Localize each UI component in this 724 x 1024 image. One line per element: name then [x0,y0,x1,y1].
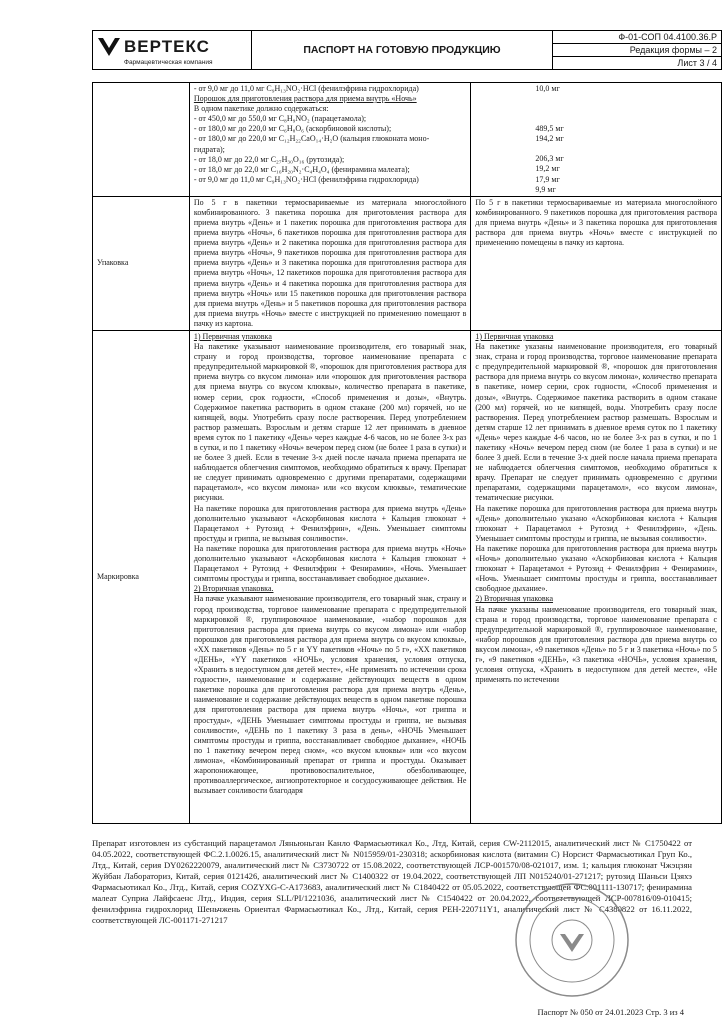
vertex-logo-icon [97,35,121,59]
marking-paragraph: На пакетике порошка для приготовления раствора для приема внутрь «Ночь» дополнительно указано «Аскорбиновая кислота + Кальция глюконат + Парацетамол + Рутозид + Фенилэфрин + Фенирамин», «Ночь. Уменьшает симптомы простуды и гриппа, восстанавливает свободное дыхание». [475,543,717,594]
composition-values [475,124,717,195]
doc-code: Ф-01-СОП 04.4100.36.Р [553,31,722,44]
marking-paragraph: На пакетике порошка для приготовления раствора для приема внутрь «Ночь» дополнительно указывают «Аскорбиновая кислота + Кальция глюконат + Парацетамол + Рутозид + Фенилэфрин + Фенирамин», «Ночь. Уменьшает симптомы простуды и гриппа, восстанавливает свободное дыхание». [193,543,467,584]
marking-paragraph: На пакетике порошка для приготовления раствора для приема внутрь «День» дополнительно указывают «Аскорбиновая кислота + Кальция глюконат + Парацетамол + Рутозид + Фенилэфрин», «День. Уменьшает симптомы простуды и гриппа, не вызывая сонливости». [193,503,467,543]
marking-subheading: 1) Первичная упаковка [193,331,272,341]
marking-row [93,330,722,823]
marking-right-text [471,330,722,823]
composition-line: - от 9,0 мг до 11,0 мг C₉H₁₃NO₂·HCl (фенилэфрина гидрохлорида) [193,84,419,93]
form-edition: Редакция формы – 2 [553,44,722,57]
composition-item-value: 194,2 мг [535,134,564,144]
composition-item-value: 489,5 мг [535,124,564,134]
marking-paragraph: На пакетике указаны наименование производителя, его товарный знак, страна и город производства, торговое наименование препарата с предупредительной маркировкой ®, «порошок для приготовления раствора для приема внутрь со вкусом лимона», количество препарата в пакетике, номер серии, срок годности, «Способ применения и дозы», «Внутрь. Содержимое пакетика растворить в одном стакане (200 мл) горячей, но не кипящей, воды. Употребить сразу после растворения. Перед употреблением раствор размешать. Взрослым и детям старше 12 лет принимать в дневное время суток по 1 пакетику «День» через каждые 4-6 часов, но не более 3-х раз в сутки, и по 1 пакетику «Ночь» вечером перед сном (не более 1 раза в сутки) и не более 3 дней. Если в течение 3-х дней после начала приема препарата не наблюдается облегчения симптомов, необходимо обратиться к врачу. Препарат не следует принимать одновременно с другими препаратами, содержащими парацетамол», «со вкусом лимона», тематические рисунки. [475,342,717,503]
composition-item-value [535,144,717,154]
marking-left-text [189,330,471,823]
marking-label: Маркировка [93,330,190,823]
composition-left-cell [189,83,471,197]
composition-item: - от 18,0 мг до 22,0 мг C₁₆H₂₀N₂·C₄H₄O₄ (фенирамина малеата); [193,164,410,174]
marking-paragraph: На пачке указаны наименование производителя, его товарный знак, страна и город производства, торговое наименование препарата с предупредительной маркировкой ®, группировочное наименование, «набор порошков для приготовления раствора для приема внутрь со вкусом лимона», «9 пакетиков «День» по 5 г и 3 пакетика «Ночь» по 5 г», «9 пакетиков «ДЕНЬ», «3 пакетика «НОЧЬ», условия хранения, условия отпуска, «Хранить в недоступном для детей месте», «Не применять по истечении [475,604,717,685]
composition-item-value: 17,9 мг [535,174,560,184]
company-logo-cell [93,31,252,70]
company-stamp-icon [512,880,632,1000]
composition-item: - от 180,0 мг до 220,0 мг C₆H₈O₆ (аскорбиновой кислоты); [193,124,392,134]
composition-item: гидрата); [193,144,225,154]
composition-item: - от 9,0 мг до 11,0 мг C₉H₁₃NO₂·HCl (фенилэфрина гидрохлорида) [193,174,419,184]
composition-right-cell [471,83,722,197]
packaging-row [93,196,722,330]
packaging-right-text: По 5 г в пакетики термосвариваемые из материала многослойного комбинированного. 9 пакетиков порошка для приготовления раствора для приема внутрь «День» и 3 пакетика порошка для приготовления раствора для приема внутрь «Ночь» вместе с инструкцией по применению помещены в пачку из картона. [471,196,722,330]
night-intro: В одном пакетике должно содержаться: [193,104,329,114]
composition-item: - от 450,0 мг до 550,0 мг C₈H₉NO₂ (парацетамола); [193,114,367,124]
packaging-left-text: По 5 г в пакетики термосвариваемые из материала многослойного комбинированного. 3 пакетика порошка для приготовления раствора для приема внутрь «День» и 1 пакетик порошка для приготовления раствора для приема внутрь «Ночь», 6 пакетиков порошка для приготовления раствора для приема внутрь «День» и 2 пакетика порошка для приготовления раствора для приема внутрь «Ночь», 9 пакетиков порошка для приготовления раствора для приема внутрь «День» и 3 пакетика порошка для приготовления раствора для приема внутрь «Ночь», 12 пакетиков порошка для приготовления раствора для приема внутрь «День» и 4 пакетика порошка для приготовления раствора для приема внутрь «Ночь» или 15 пакетиков порошка для приготовления раствора для приема внутрь «День» и 5 пакетиков порошка для приготовления раствора для приема внутрь «Ночь» вместе с инструкцией по применению помещают в пачку из картона. [189,196,471,330]
composition-label-cell [93,83,190,197]
document-header [92,30,722,70]
document-title: ПАСПОРТ НА ГОТОВУЮ ПРОДУКЦИЮ [252,31,553,70]
page-number: Паспорт № 050 от 24.01.2023 Стр. 3 из 4 [537,1007,684,1017]
composition-value: 10,0 мг [535,84,560,93]
marking-paragraph: На пачке указывают наименование производителя, его товарный знак, страну и город производства, торговое наименование препарата с предупредительной маркировкой ®, группировочное наименование, «набор порошков для приготовления раствора для приема внутрь со вкусом лимона» или «набор порошков для приготовления раствора для приема внутрь со вкусом клюквы», «XX пакетиков «День» по 5 г и YY пакетиков «Ночь» по 5 г», «XX пакетиков «ДЕНЬ», «YY пакетиков «НОЧЬ», условия хранения, условия отпуска, «Хранить в недоступном для детей месте», «Не применять по истечении срока годности», наименование и содержание действующих веществ в одном пакетике порошка для приготовления раствора для приема внутрь «День», наименование и содержание действующих веществ в одном пакетике порошка для приготовления раствора для приема внутрь «Ночь», «от гриппа и простуды», «ДЕНЬ Уменьшает симптомы простуды и гриппа, не вызывая сонливости», «ДЕНЬ по 1 пакетику 3 раза в день», «НОЧЬ Уменьшает симптомы простуды и гриппа, восстанавливает свободное дыхание», «НОЧЬ по 1 пакетику вечером перед сном», «со вкусом клюквы» или «со вкусом лимона», «Комбинированный препарат от гриппа и простуды. Оказывает жаропонижающее, противовоспалительное, обезболивающее, противоаллергическое, ангиопротекторное и сосудосуживающее действия. Не вызывает сонливости благодаря [193,594,467,796]
composition-row [93,83,722,197]
passport-table [92,82,722,824]
packaging-label: Упаковка [93,196,190,330]
composition-item: - от 180,0 мг до 220,0 мг C₁₂H₂₂CaO₁₄·H₂O (кальция глюконата моно- [193,134,430,144]
marking-paragraph: На пакетике порошка для приготовления раствора для приема внутрь «День» дополнительно указано «Аскорбиновая кислота + Кальция глюконат + Парацетамол + Рутозид + Фенилэфрин», «День. Уменьшает симптомы простуды и гриппа, не вызывая сонливости». [475,503,717,543]
marking-subheading: 2) Вторичная упаковка. [193,584,274,594]
composition-item-value: 206,3 мг [535,154,564,164]
marking-paragraph: На пакетике указывают наименование производителя, его товарный знак, страну и город производства, торговое наименование препарата с предупредительной маркировкой ®, «порошок для приготовления раствора для приема внутрь со вкусом лимона» или «порошок для приготовления раствора для приема внутрь со вкусом клюквы», количество препарата в пакетике, номер серии, срок годности, «Способ применения и дозы», «Внутрь. Содержимое пакетика растворить в одном стакане (200 мл) горячей, но не кипящей, воды. Употребить сразу после растворения. Перед употреблением раствор размешать. Взрослым и детям старше 12 лет принимать в дневное время суток по 1 пакетику «День» через каждые 4-6 часов, но не более 3-х раз в сутки, и по 1 пакетику «Ночь» вечером перед сном (не более 1 раза в сутки) и не более 3 дней. Если в течение 3-х дней после начала приема препарата не наблюдается облегчения симптомов, необходимо обратиться к врачу. Препарат не следует принимать одновременно с другими препаратами, содержащими парацетамол», «со вкусом лимона» или «со вкусом клюквы», тематические рисунки. [193,342,467,503]
marking-subheading: 1) Первичная упаковка [475,331,554,341]
composition-items [194,114,467,185]
composition-item-value: 19,2 мг [535,164,560,174]
marking-subheading: 2) Вторичная упаковка [475,594,554,604]
brand-name: ВЕРТЕКС [124,37,210,56]
composition-item: - от 18,0 мг до 22,0 мг C₂₇H₃₀O₁₆ (рутозида); [193,154,345,164]
night-heading: Порошок для приготовления раствора для приема внутрь «Ночь» [193,94,417,104]
composition-item-value: 9,9 мг [535,184,556,194]
brand-subtitle: Фармацевтическая компания [124,58,213,66]
sheet-number: Лист 3 / 4 [553,57,722,70]
manufacturing-note: Препарат изготовлен из субстанций парацетамол Ляньюньган Канло Фармасьютикал Ко., Лтд, Китай, серия CW-2112015, аналитический лист № С1750422 от 04.05.2022, соответствующей ФС.2.1.0026.15, аналитический лист № N015959/01-230318; аскорбиновая кислота (витамин С) Норсист Фармасьютикал Груп Ко., Лтд., Китай, серия DY0262220079, аналитический лист № С3730722 от 15.08.2022, соответствующей ЛСР-001570/08-021017, изм. 1; кальция глюконат Чжэцзян Жуйбан Лабораториз, Китай, серия 0121426, аналитический лист № С1400322 от 19.04.2022, соответствующей ЛП N015240/01-271217; рутозид Шаньси Цзяхэ Фармасьютикал Ко., Лтд., Китай, серия COZYXG-C-A173683, аналитический лист № С1840422 от 05.05.2022, соответствующей ФС.001111-130717; фенирамина малеат Суприа Лайфсаенс Лтд., Индия, серия SLL/PI/1221036, аналитический лист № С1540422 от 20.04.2022, соответствующей ЛСР-007816/09-010415; фенилэфрина гидрохлорид Шеньчжень Ориентал Фармасьютикал Ко., Лтд., Китай, серия PEH-220711Y1, аналитический лист № С4380822 от 16.11.2022, соответствующей ЛС-001171-271217 [92,838,692,925]
